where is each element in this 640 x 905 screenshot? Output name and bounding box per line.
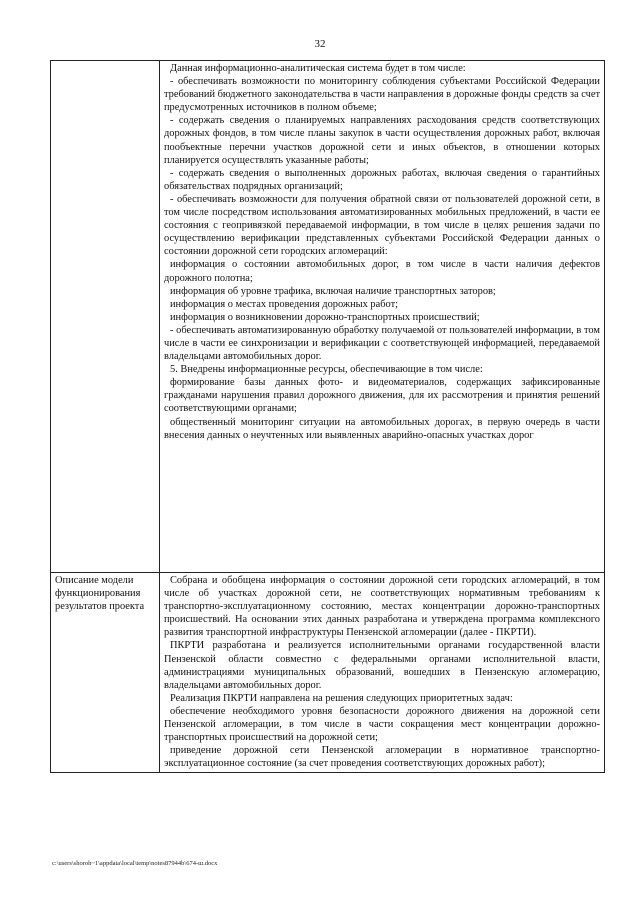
paragraph: - содержать сведения о планируемых направлениях расходования средств соответствующих дорожных фондов, в том числе планы закупок в части осуществления дорожных работ, включая пообъектные перечни участков дорожной сети и иных объектов, в отношении которых планируется осуществлять указанные работы; xyxy=(164,115,600,166)
table-row xyxy=(51,61,605,573)
paragraph: приведение дорожной сети Пензенской агломерации в нормативное транспортно-эксплуатационное состояние (за счет проведения соответствующих дорожных работ); xyxy=(164,745,600,770)
paragraph: информация о возникновении дорожно-транспортных происшествий; xyxy=(170,311,480,323)
paragraph: информация о состоянии автомобильных дорог, в том числе в части наличия дефектов дорожного полотна; xyxy=(164,259,600,284)
paragraph: общественный мониторинг ситуации на автомобильных дорогах, в первую очередь в части внесения данных о неучтенных или выявленных аварийно-опасных участках дорог xyxy=(164,416,600,441)
paragraph: - обеспечивать возможности по мониторингу соблюдения субъектами Российской Федерации требований бюджетного законодательства в части направления в дорожные фонды средств за счет предусмотренных источников в полном объеме; xyxy=(164,76,600,114)
paragraph: Данная информационно-аналитическая система будет в том числе: xyxy=(170,63,466,74)
paragraph: - обеспечивать возможности для получения обратной связи от пользователей дорожной сети, в том числе посредством использования автоматизированных мобильных предложений, в части ее состояния с геопривязкой передаваемой информации, в том числе в целях решения задачи по осуществлению верификации представленных субъектами Российской Федерации данных о состоянии дорожной сети городских агломераций: xyxy=(164,193,600,258)
paragraph: 5. Внедрены информационные ресурсы, обеспечивающие в том числе: xyxy=(170,364,483,376)
document-table xyxy=(50,60,605,773)
paragraph: - обеспечивать автоматизированную обработку получаемой от пользователей информации, в том числе в части ее синхронизации и верификации с соответствующей информацией, передаваемой владельцами автомобильных дорог. xyxy=(164,324,600,363)
page-number: 32 xyxy=(314,38,326,50)
paragraph: Реализация ПКРТИ направлена на решения следующих приоритетных задач: xyxy=(170,692,513,704)
row2-right-cell xyxy=(160,573,605,773)
paragraph: ПКРТИ разработана и реализуется исполнительными органами государственной власти Пензенской области совместно с федеральными органами исполнительной власти, администрациями муниципальных образований, вошедших в Пензенскую агломерацию, владельцами автомобильных дорог. xyxy=(164,640,600,691)
row1-right-cell xyxy=(160,61,605,573)
paragraph: формирование базы данных фото- и видеоматериалов, содержащих зафиксированные гражданами нарушения правил дорожного движения, для их рассмотрения и принятия решений соответствующими органами; xyxy=(164,377,600,415)
table-row xyxy=(51,573,605,773)
paragraph: информация о местах проведения дорожных работ; xyxy=(170,298,398,310)
footer-file-path: c:\users\shoroh~1\appdata\local\temp\notes87944b\674-ш.docx xyxy=(52,860,218,867)
paragraph: информация об уровне трафика, включая наличие транспортных заторов; xyxy=(170,285,496,297)
row1-left-cell xyxy=(51,61,160,573)
paragraph: обеспечение необходимого уровня безопасности дорожного движения на дорожной сети Пензенской агломерации, в том числе в части сокращения мест концентрации дорожно-транспортных происшествий на дорожной сети; xyxy=(164,705,600,744)
paragraph: Собрана и обобщена информация о состоянии дорожной сети городских агломераций, в том числе об участках дорожной сети, не соответствующих нормативным требованиям к транспортно-эксплуатационному состоянию, местах концентрации дорожно-транспортных происшествий. На основании этих данных разработана и утверждена программа комплексного развития транспортной инфраструктуры Пензенской агломерации (далее - ПКРТИ). xyxy=(164,575,600,639)
paragraph: - содержать сведения о выполненных дорожных работах, включая сведения о гарантийных обязательствах подрядных организаций; xyxy=(164,167,600,192)
row2-left-cell: Описание модели функционирования результатов проекта xyxy=(51,573,160,773)
